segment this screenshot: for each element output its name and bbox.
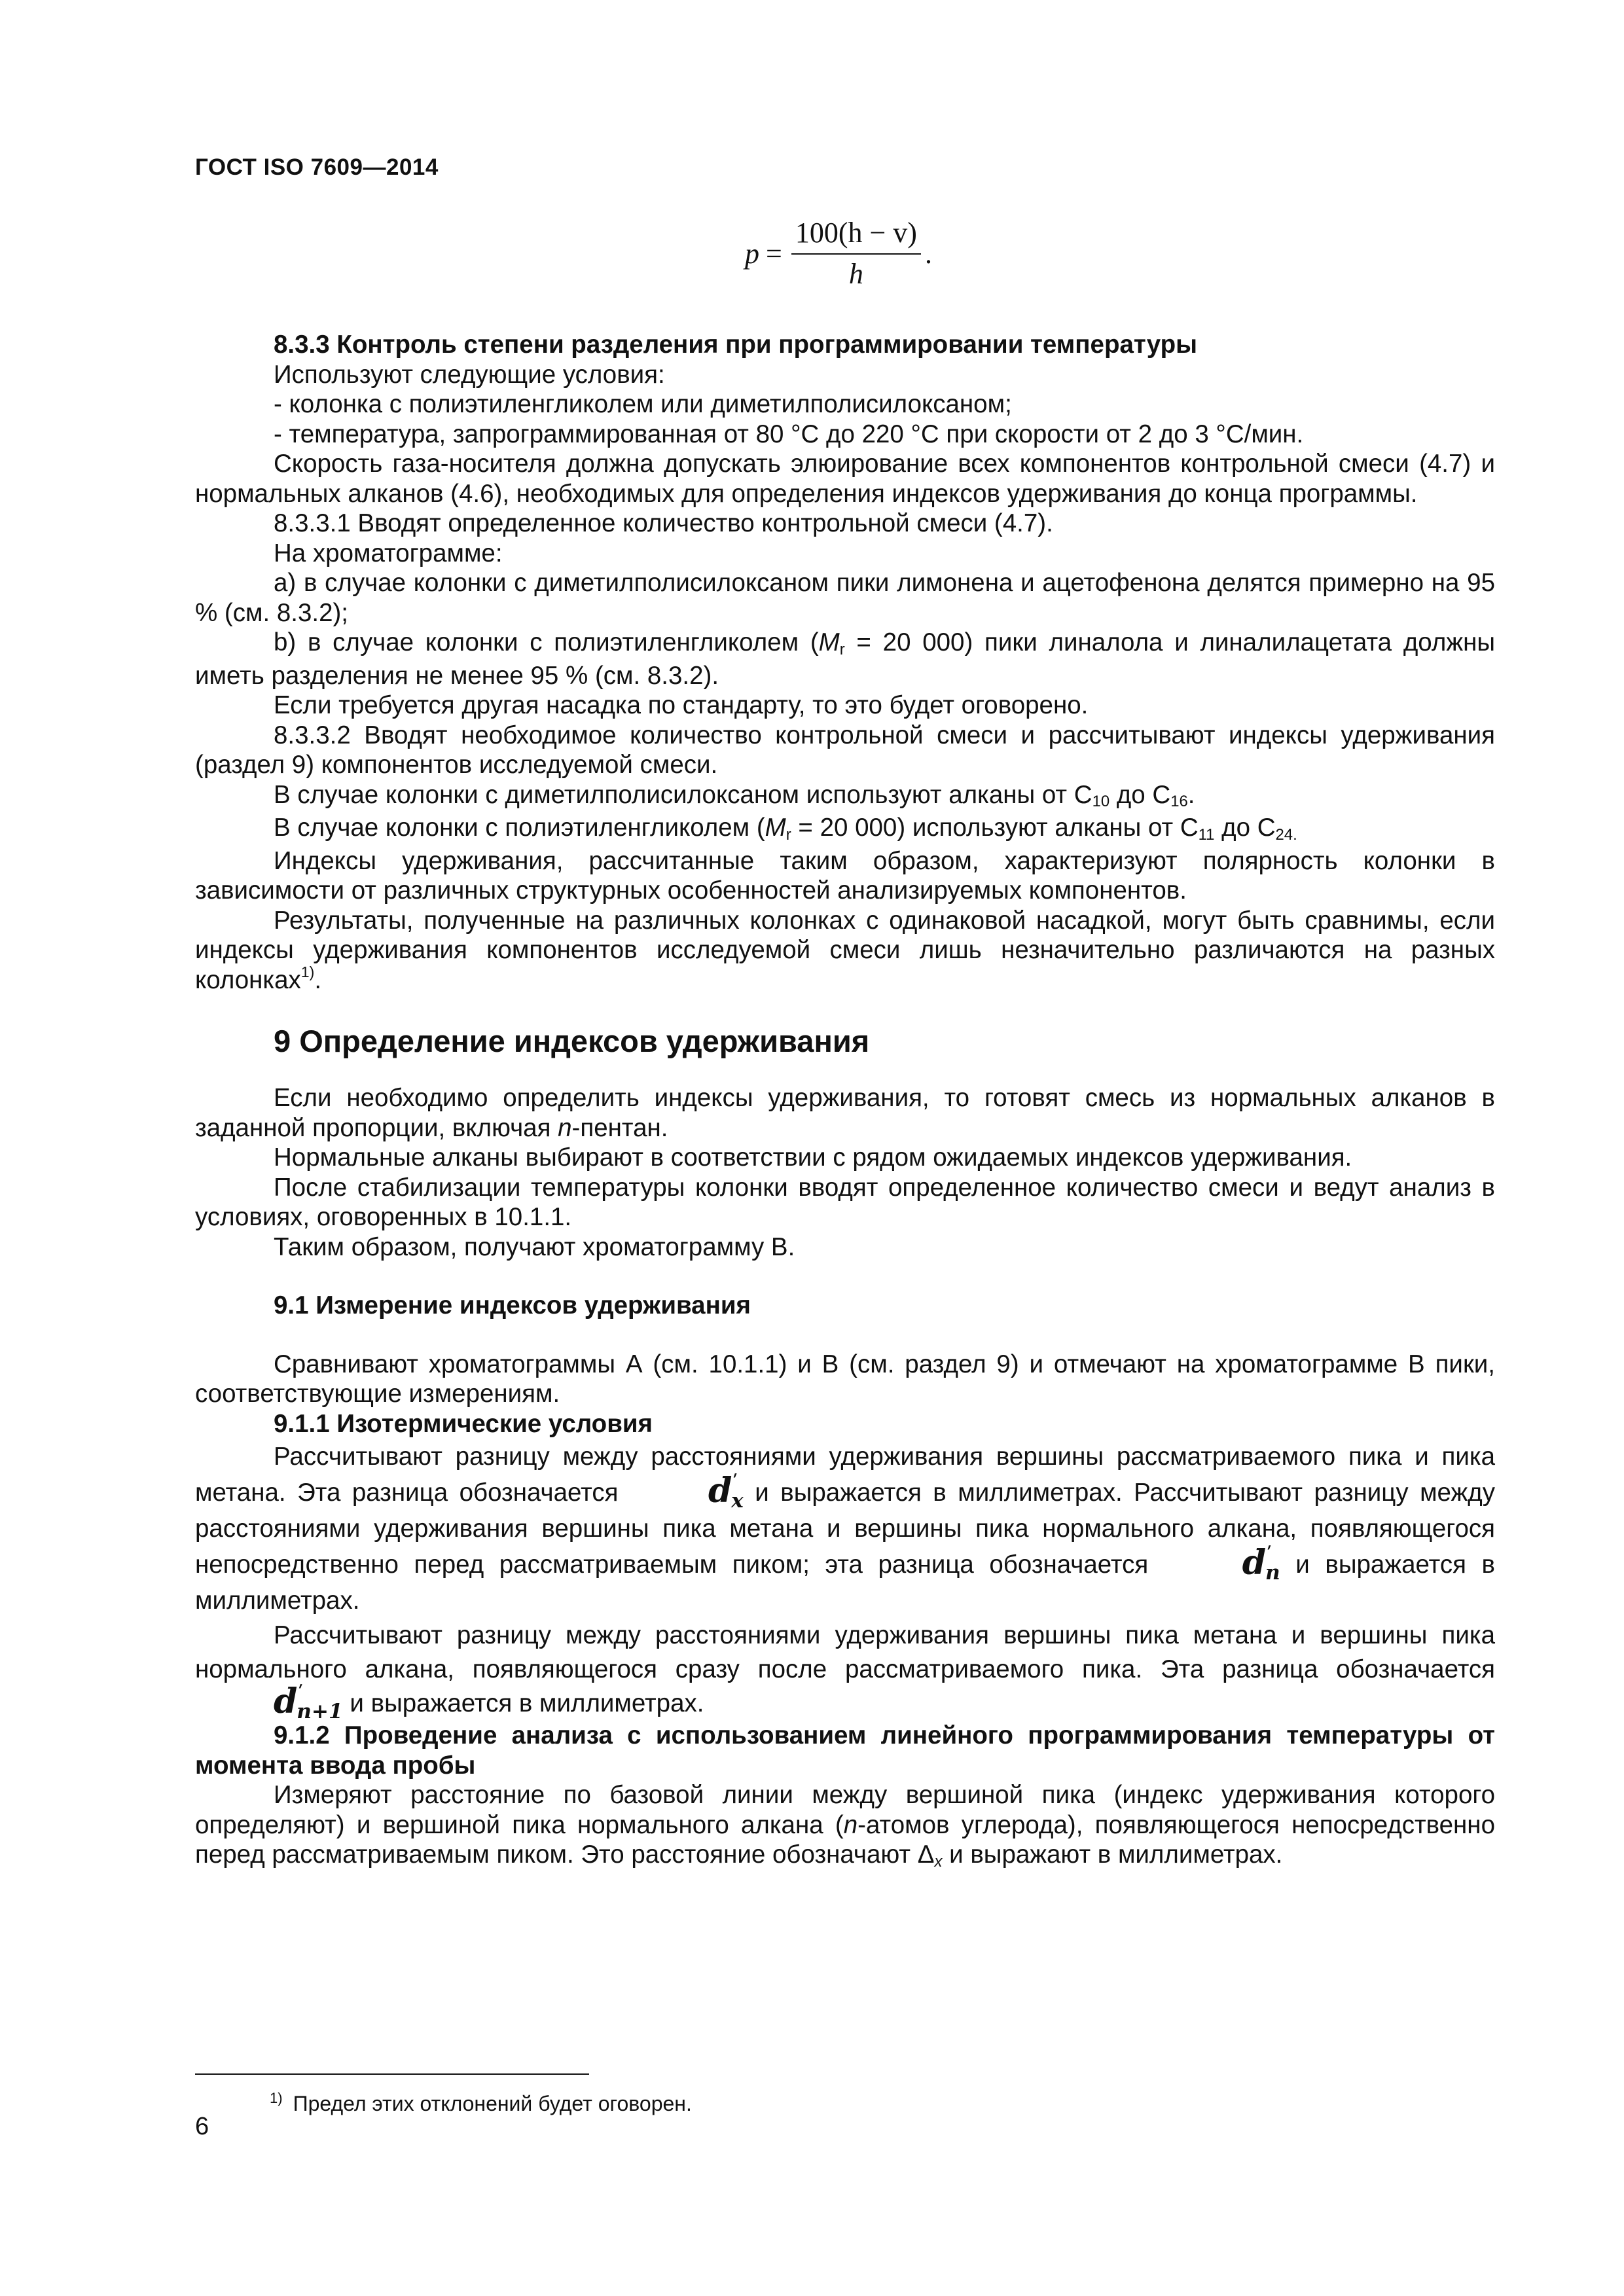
- paragraph: После стабилизации температуры колонки вводят определенное количество смеси и ведут анализ в условиях, оговоренных в 10.1.1.: [195, 1173, 1495, 1231]
- text-run: b) в случае колонки с полиэтиленгликолем (: [274, 628, 819, 656]
- symbol-base: d: [274, 1681, 298, 1721]
- footnote-ref: 1): [300, 963, 315, 981]
- subscript: r: [839, 640, 845, 658]
- paragraph: Сравнивают хроматограммы А (см. 10.1.1) и В (см. раздел 9) и отмечают на хроматограмме В пики, соответствующие измерениям.: [195, 1350, 1495, 1408]
- text-run: и выражается в миллиметрах.: [342, 1689, 704, 1717]
- subscript: r: [785, 825, 791, 844]
- paragraph: Нормальные алканы выбирают в соответствии с рядом ожидаемых индексов удерживания.: [274, 1143, 1352, 1172]
- section-9-1-2-title: 9.1.2 Проведение анализа с использованием линейного программирования температуры от момента ввода пробы: [195, 1721, 1495, 1780]
- symbol-prime: ʹ: [298, 1682, 304, 1702]
- symbol-subscript: n+1: [297, 1699, 343, 1723]
- subscript: 24.: [1275, 825, 1297, 844]
- symbol-d-n: [1164, 1543, 1280, 1585]
- text-run: Результаты, полученные на различных колонках с одинаковой насадкой, могут быть сравнимы, если индексы удерживания компонентов исследуемой смеси лишь незначительно различаются на разных колонках: [195, 906, 1495, 994]
- symbol-prime: ʹ: [732, 1471, 738, 1492]
- list-item: [195, 628, 1495, 691]
- paragraph: Используют следующие условия:: [274, 360, 665, 389]
- footnote: [270, 2092, 692, 2116]
- formula: [745, 216, 932, 291]
- text-run: до С: [1214, 814, 1276, 842]
- page-number: 6: [195, 2113, 209, 2140]
- subscript: 10: [1092, 793, 1110, 811]
- symbol-prime: ʹ: [1267, 1543, 1272, 1564]
- text-run: до С: [1110, 780, 1171, 809]
- paragraph: [195, 813, 1495, 846]
- paragraph: [195, 1083, 1495, 1143]
- section-9-1-1-title: 9.1.1 Изотермические условия: [274, 1409, 653, 1438]
- paragraph: [195, 780, 1495, 814]
- text-run: и выражается в миллиметрах.: [195, 1551, 1495, 1615]
- symbol-n: n: [843, 1810, 858, 1839]
- text-run: и выражается в миллиметрах. Рассчитывают разницу между расстояниями удерживания вершины пика метана и вершины пика нормального алкана, появляющегося непосредственно перед рассматриваемым пиком; эта разница обозначается: [195, 1479, 1495, 1579]
- section-8-3-3-title: 8.3.3 Контроль степени разделения при программировании температуры: [274, 331, 1198, 359]
- paragraph: [195, 1439, 1495, 1619]
- symbol-d-n-plus-1: [195, 1681, 343, 1723]
- formula-fraction: [791, 216, 921, 291]
- paragraph: [195, 906, 1495, 999]
- formula-lhs: p: [745, 237, 759, 270]
- text-run: В случае колонки с полиэтиленгликолем (: [274, 814, 765, 842]
- text-run: -пентан.: [571, 1113, 668, 1142]
- text-run: Если необходимо определить индексы удерживания, то готовят смесь из нормальных алканов в заданной пропорции, включая: [195, 1084, 1495, 1142]
- footnote-mark: 1): [270, 2090, 283, 2106]
- text-run: Измеряют расстояние по базовой линии между вершиной пика (индекс удерживания которого определяют) и вершиной пика нормального алкана (: [195, 1781, 1495, 1839]
- symbol-m: M: [765, 814, 786, 842]
- section-9-title: 9 Определение индексов удерживания: [274, 1024, 870, 1058]
- paragraph: 8.3.3.2 Вводят необходимое количество контрольной смеси и рассчитывают индексы удерживания (раздел 9) компонентов исследуемой смеси.: [195, 721, 1495, 779]
- list-item: - колонка с полиэтиленгликолем или диметилполисилоксаном;: [274, 390, 1012, 418]
- text-run: В случае колонки с диметилполисилоксаном используют алканы от С: [274, 780, 1092, 809]
- symbol-subscript: x: [731, 1488, 744, 1513]
- footnote-text: Предел этих отклонений будет оговорен.: [293, 2092, 692, 2115]
- paragraph: [195, 1780, 1495, 1873]
- paragraph: 8.3.3.1 Вводят определенное количество контрольной смеси (4.7).: [274, 509, 1053, 537]
- standard-header: ГОСТ ISO 7609—2014: [195, 154, 439, 180]
- list-item: а) в случае колонки с диметилполисилоксаном пики лимонена и ацетофенона делятся примерно на 95 % (см. 8.3.2);: [195, 569, 1495, 627]
- symbol-d-x: [630, 1471, 744, 1513]
- subscript: 11: [1198, 825, 1215, 844]
- text-run: = 20 000) пики линалола и линалилацетата должны иметь разделения не менее 95 % (см. 8.3.2).: [195, 628, 1496, 690]
- symbol-base: d: [1242, 1543, 1267, 1583]
- text-run: .: [314, 965, 322, 994]
- text-run: и выражают в миллиметрах.: [942, 1840, 1283, 1869]
- text-run: Рассчитывают разницу между расстояниями удерживания вершины рассматриваемого пика и пика метана. Эта разница обозначается: [195, 1443, 1495, 1507]
- paragraph: Таким образом, получают хроматограмму В.: [274, 1232, 795, 1261]
- section-9-1-title: 9.1 Измерение индексов удерживания: [274, 1291, 751, 1319]
- subscript: 16: [1170, 793, 1188, 811]
- symbol-delta: Δ: [917, 1840, 935, 1869]
- symbol-base: d: [708, 1471, 732, 1511]
- paragraph: Скорость газа-носителя должна допускать элюирование всех компонентов контрольной смеси (4.7) и нормальных алканов (4.6), необходимых для определения индексов удерживания до конца программы.: [195, 450, 1495, 508]
- subscript: x: [934, 1852, 943, 1871]
- symbol-m: M: [818, 628, 840, 656]
- paragraph: [195, 1619, 1495, 1721]
- formula-denominator: h: [848, 258, 863, 290]
- symbol-n: n: [558, 1113, 572, 1142]
- paragraph: На хроматограмме:: [274, 539, 503, 567]
- formula-numerator: 100(h − v): [791, 216, 921, 255]
- symbol-subscript: n: [1265, 1560, 1280, 1585]
- text-run: .: [1187, 780, 1195, 809]
- document-body: [195, 330, 1495, 1873]
- paragraph: Если требуется другая насадка по стандарту, то это будет оговорено.: [274, 691, 1089, 719]
- list-item: - температура, запрограммированная от 80 °С до 220 °С при скорости от 2 до 3 °С/мин.: [274, 420, 1304, 448]
- formula-end: .: [924, 237, 932, 270]
- text-run: Рассчитывают разницу между расстояниями удерживания вершины пика метана и вершины пика нормального алкана, появляющегося сразу после рассматриваемого пика. Эта разница обозначается: [195, 1621, 1495, 1683]
- paragraph: Индексы удерживания, рассчитанные таким образом, характеризуют полярность колонки в зависимости от различных структурных особенностей анализируемых компонентов.: [195, 846, 1495, 905]
- text-run: -атомов углерода), появляющегося непосредственно перед рассматриваемым пиком. Это расстояние обозначают: [195, 1810, 1495, 1869]
- text-run: = 20 000) используют алканы от С: [791, 814, 1199, 842]
- formula-equals: =: [766, 237, 782, 270]
- footnote-divider: [195, 2073, 589, 2075]
